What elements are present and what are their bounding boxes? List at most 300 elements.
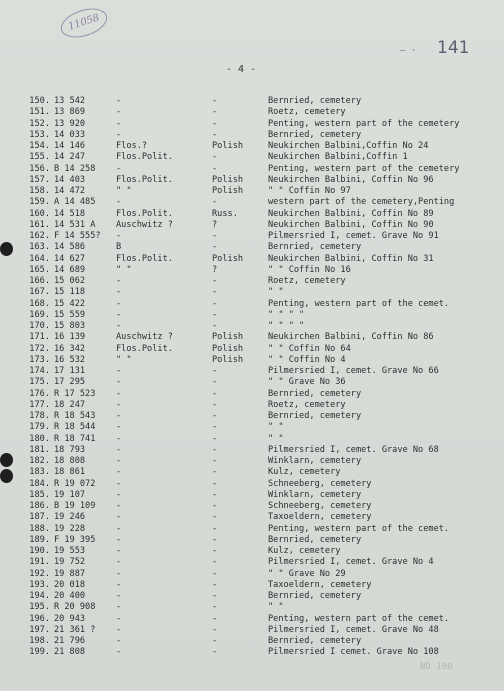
prisoner-number: 14 146 (54, 141, 86, 151)
row-number: 199. (29, 647, 50, 658)
row-number: 160. (29, 208, 50, 219)
origin-note: - (116, 489, 122, 500)
row-number: 154. (29, 141, 50, 151)
nationality: - (212, 647, 218, 658)
nationality: - (212, 377, 218, 388)
origin-note: - (116, 309, 122, 320)
origin-note: Auschwitz ? (116, 332, 173, 343)
burial-location: Pilmersried I, cemet. Grave No 66 (268, 366, 439, 376)
burial-location: " " " " (268, 321, 305, 331)
origin-note: - (116, 613, 122, 624)
burial-location: Bernried, cemetery (268, 388, 362, 399)
prisoner-number: 18 861 (54, 467, 86, 478)
nationality: - (212, 534, 218, 545)
origin-note: - (116, 118, 122, 129)
burial-location: " " " " (268, 309, 305, 320)
nationality: - (212, 478, 218, 489)
origin-note: - (116, 96, 122, 106)
origin-note: - (116, 433, 122, 444)
origin-note: - (116, 478, 122, 489)
nationality: - (212, 287, 218, 298)
list-item (0, 524, 504, 535)
row-number: 161. (29, 219, 50, 230)
origin-note: - (116, 231, 122, 241)
prisoner-number: 16 139 (54, 332, 86, 343)
origin-note: - (116, 276, 122, 286)
list-item (0, 130, 504, 141)
origin-note: - (116, 602, 122, 613)
list-item (0, 152, 504, 163)
prisoner-number: R 18 741 (54, 433, 96, 444)
origin-note: - (116, 456, 122, 466)
origin-note: - (116, 534, 122, 545)
prisoner-number: R 20 908 (54, 602, 96, 613)
row-number: 169. (29, 309, 50, 320)
prisoner-number: 20 018 (54, 579, 86, 590)
burial-location: Bernried, cemetery (268, 534, 362, 545)
row-number: 183. (29, 467, 50, 478)
list-item (0, 602, 504, 613)
row-number: 180. (29, 433, 50, 444)
burial-location: " " Coffin No 97 (268, 186, 351, 196)
burial-location: Taxoeldern, cemetery (268, 512, 372, 523)
row-number: 178. (29, 411, 50, 421)
row-number: 155. (29, 152, 50, 163)
list-item (0, 614, 504, 625)
list-item (0, 490, 504, 501)
origin-note: Flos.Polit. (116, 174, 173, 185)
nationality: - (212, 388, 218, 399)
burial-location: " " Coffin No 4 (268, 354, 346, 365)
row-number: 158. (29, 186, 50, 196)
burial-location: Pilmersried I, cemet. Grave No 68 (268, 444, 439, 455)
nationality: Polish (212, 354, 244, 365)
list-item (0, 366, 504, 377)
origin-note: - (116, 444, 122, 455)
row-number: 151. (29, 107, 50, 118)
list-item (0, 557, 504, 568)
nationality: - (212, 523, 218, 534)
prisoner-number: 14 518 (54, 208, 86, 219)
punch-hole-lower (0, 469, 13, 483)
nationality: Polish (212, 141, 244, 151)
burial-location: Pilmersried I, cemet. Grave No 4 (268, 557, 434, 568)
origin-note: - (116, 163, 122, 174)
prisoner-number: 14 403 (54, 174, 86, 185)
origin-note: Flos.Polit. (116, 208, 173, 219)
list-item (0, 254, 504, 265)
burial-location: Neukirchen Balbini, Coffin No 31 (268, 253, 434, 264)
nationality: - (212, 602, 218, 613)
prisoner-number: 16 532 (54, 354, 86, 365)
archive-stamp: 11058 (57, 3, 111, 43)
list-item (0, 636, 504, 647)
nationality: - (212, 467, 218, 478)
nationality: - (212, 557, 218, 568)
list-item (0, 400, 504, 411)
prisoner-number: 14 689 (54, 264, 86, 275)
prisoner-number: 17 295 (54, 377, 86, 388)
list-item (0, 107, 504, 118)
prisoner-number: 15 062 (54, 276, 86, 286)
burial-location: Neukirchen Balbini,Coffin 1 (268, 152, 408, 163)
nationality: - (212, 298, 218, 309)
origin-note: - (116, 321, 122, 331)
origin-note: - (116, 377, 122, 388)
nationality: - (212, 501, 218, 511)
row-number: 192. (29, 568, 50, 579)
burial-location: " " (268, 287, 284, 298)
list-item (0, 164, 504, 175)
list-item (0, 580, 504, 591)
row-number: 166. (29, 276, 50, 286)
burial-location: Winklarn, cemetery (268, 489, 362, 500)
row-number: 194. (29, 591, 50, 601)
list-item (0, 512, 504, 523)
nationality: - (212, 489, 218, 500)
burial-location: Neukirchen Balbini, Coffin No 89 (268, 208, 434, 219)
list-item (0, 377, 504, 388)
burial-location: Pilmersried I, cemet. Grave No 48 (268, 624, 439, 635)
row-number: 189. (29, 534, 50, 545)
burial-location: Neukirchen Balbini, Coffin No 90 (268, 219, 434, 230)
burial-location: " " (268, 433, 284, 444)
list-item (0, 96, 504, 107)
prisoner-number: 14 033 (54, 129, 86, 140)
row-number: 197. (29, 624, 50, 635)
row-number: 176. (29, 388, 50, 399)
list-item (0, 175, 504, 186)
list-item (0, 569, 504, 580)
page-number: 141 (437, 38, 470, 58)
list-item (0, 332, 504, 343)
row-number: 170. (29, 321, 50, 331)
nationality: - (212, 613, 218, 624)
origin-note: - (116, 523, 122, 534)
row-number: 173. (29, 354, 50, 365)
list-item (0, 445, 504, 456)
burial-list (0, 96, 504, 659)
prisoner-number: 21 808 (54, 647, 86, 658)
nationality: - (212, 579, 218, 590)
row-number: 198. (29, 636, 50, 646)
nationality: - (212, 433, 218, 444)
origin-note: - (116, 579, 122, 590)
prisoner-number: 15 422 (54, 298, 86, 309)
nationality: - (212, 624, 218, 635)
nationality: - (212, 276, 218, 286)
list-item (0, 209, 504, 220)
burial-location: " " Grave No 29 (268, 568, 346, 579)
row-number: 185. (29, 489, 50, 500)
row-number: 153. (29, 129, 50, 140)
burial-location: Winklarn, cemetery (268, 456, 362, 466)
prisoner-number: 13 869 (54, 107, 86, 118)
burial-location: Neukirchen Balbini,Coffin No 24 (268, 141, 429, 151)
prisoner-number: 16 342 (54, 343, 86, 354)
row-number: 179. (29, 422, 50, 433)
list-item (0, 467, 504, 478)
prisoner-number: 14 627 (54, 253, 86, 264)
row-number: 167. (29, 287, 50, 298)
nationality: - (212, 591, 218, 601)
punch-hole-bottom (0, 453, 13, 467)
burial-location: " " (268, 422, 284, 433)
burial-location: Penting, western part of the cemet. (268, 298, 450, 309)
origin-note: Flos.Polit. (116, 343, 173, 354)
list-item (0, 501, 504, 512)
list-item (0, 546, 504, 557)
footer-mark: NO 100 (420, 662, 453, 672)
nationality: - (212, 456, 218, 466)
burial-location: Pilmersried I, cemet. Grave No 91 (268, 231, 439, 241)
row-number: 177. (29, 399, 50, 410)
prisoner-number: B 19 109 (54, 501, 96, 511)
row-number: 168. (29, 298, 50, 309)
row-number: 171. (29, 332, 50, 343)
origin-note: Flos.Polit. (116, 253, 173, 264)
burial-location: Bernried, cemetery (268, 591, 362, 601)
origin-note: - (116, 287, 122, 298)
row-number: 163. (29, 242, 50, 253)
prisoner-number: 14 531 A (54, 219, 96, 230)
row-number: 164. (29, 253, 50, 264)
burial-location: Penting, western part of the cemetery (268, 118, 460, 129)
prisoner-number: F 14 555? (54, 231, 101, 241)
list-item (0, 242, 504, 253)
origin-note: - (116, 129, 122, 140)
row-number: 184. (29, 478, 50, 489)
list-item (0, 355, 504, 366)
nationality: ? (212, 264, 218, 275)
nationality: - (212, 321, 218, 331)
row-number: 162. (29, 231, 50, 241)
burial-location: Roetz, cemetery (268, 107, 346, 118)
burial-location: Bernried, cemetery (268, 96, 362, 106)
origin-note: " " (116, 264, 132, 275)
row-number: 190. (29, 546, 50, 556)
burial-location: Roetz, cemetery (268, 399, 346, 410)
burial-location: Penting, western part of the cemet. (268, 613, 450, 624)
prisoner-number: 18 247 (54, 399, 86, 410)
row-number: 191. (29, 557, 50, 568)
list-item (0, 647, 504, 658)
prisoner-number: R 18 544 (54, 422, 96, 433)
origin-note: - (116, 366, 122, 376)
row-number: 175. (29, 377, 50, 388)
origin-note: - (116, 399, 122, 410)
list-item (0, 625, 504, 636)
prisoner-number: A 14 485 (54, 197, 96, 208)
nationality: - (212, 444, 218, 455)
prisoner-number: F 19 395 (54, 534, 96, 545)
burial-location: " " Coffin No 64 (268, 343, 351, 354)
nationality: ? (212, 219, 218, 230)
origin-note: - (116, 636, 122, 646)
list-item (0, 276, 504, 287)
row-number: 156. (29, 163, 50, 174)
nationality: Russ. (212, 208, 238, 219)
list-item (0, 344, 504, 355)
prisoner-number: 19 887 (54, 568, 86, 579)
origin-note: - (116, 197, 122, 208)
nationality: - (212, 96, 218, 106)
origin-note: B (116, 242, 122, 253)
nationality: - (212, 512, 218, 523)
burial-location: " " (268, 602, 284, 613)
burial-location: Schneeberg, cemetery (268, 478, 372, 489)
row-number: 159. (29, 197, 50, 208)
nationality: - (212, 118, 218, 129)
nationality: - (212, 411, 218, 421)
prisoner-number: 21 361 ? (54, 624, 96, 635)
nationality: - (212, 129, 218, 140)
list-item (0, 299, 504, 310)
prisoner-number: 15 559 (54, 309, 86, 320)
origin-note: - (116, 422, 122, 433)
nationality: - (212, 636, 218, 646)
burial-location: Bernried, cemetery (268, 636, 362, 646)
origin-note: Flos.Polit. (116, 152, 173, 163)
origin-note: - (116, 107, 122, 118)
nationality: Polish (212, 186, 244, 196)
prisoner-number: 13 920 (54, 118, 86, 129)
burial-location: western part of the cemetery,Penting (268, 197, 455, 208)
row-number: 187. (29, 512, 50, 523)
list-item (0, 456, 504, 467)
prisoner-number: 20 943 (54, 613, 86, 624)
burial-location: Bernried, cemetery (268, 129, 362, 140)
nationality: Polish (212, 343, 244, 354)
nationality: - (212, 422, 218, 433)
prisoner-number: B 14 258 (54, 163, 96, 174)
burial-location: Taxoeldern, cemetery (268, 579, 372, 590)
prisoner-number: 21 796 (54, 636, 86, 646)
origin-note: - (116, 591, 122, 601)
prisoner-number: R 19 072 (54, 478, 96, 489)
prisoner-number: R 17 523 (54, 388, 96, 399)
origin-note: - (116, 512, 122, 523)
nationality: - (212, 231, 218, 241)
nationality: - (212, 107, 218, 118)
origin-note: - (116, 501, 122, 511)
prisoner-number: 20 400 (54, 591, 86, 601)
list-item (0, 265, 504, 276)
prisoner-number: 14 247 (54, 152, 86, 163)
prisoner-number: 18 793 (54, 444, 86, 455)
list-item (0, 591, 504, 602)
burial-location: Schneeberg, cemetery (268, 501, 372, 511)
origin-note: " " (116, 354, 132, 365)
row-number: 152. (29, 118, 50, 129)
prisoner-number: 13 542 (54, 96, 86, 106)
nationality: - (212, 309, 218, 320)
page-title: - 4 - (226, 64, 257, 75)
nationality: Polish (212, 332, 244, 343)
nationality: - (212, 197, 218, 208)
nationality: - (212, 152, 218, 163)
list-item (0, 186, 504, 197)
burial-location: Kulz, cemetery (268, 546, 341, 556)
prisoner-number: 19 752 (54, 557, 86, 568)
row-number: 186. (29, 501, 50, 511)
origin-note: Flos.? (116, 141, 148, 151)
origin-note: - (116, 411, 122, 421)
burial-location: Neukirchen Balbini, Coffin No 96 (268, 174, 434, 185)
nationality: - (212, 163, 218, 174)
prisoner-number: 15 803 (54, 321, 86, 331)
row-number: 174. (29, 366, 50, 376)
list-item (0, 411, 504, 422)
list-item (0, 141, 504, 152)
burial-location: " " Coffin No 16 (268, 264, 351, 275)
origin-note: - (116, 546, 122, 556)
row-number: 195. (29, 602, 50, 613)
prisoner-number: 15 118 (54, 287, 86, 298)
nationality: - (212, 242, 218, 253)
burial-location: Pilmersried I cemet. Grave No 108 (268, 647, 439, 658)
list-item (0, 434, 504, 445)
row-number: 165. (29, 264, 50, 275)
list-item (0, 287, 504, 298)
nationality: - (212, 546, 218, 556)
prisoner-number: 19 246 (54, 512, 86, 523)
list-item (0, 321, 504, 332)
row-number: 157. (29, 174, 50, 185)
prisoner-number: 14 472 (54, 186, 86, 196)
nationality: Polish (212, 253, 244, 264)
nationality: - (212, 568, 218, 579)
origin-note: - (116, 388, 122, 399)
nationality: - (212, 399, 218, 410)
prisoner-number: 17 131 (54, 366, 86, 376)
origin-note: - (116, 298, 122, 309)
list-item (0, 389, 504, 400)
prisoner-number: 14 586 (54, 242, 86, 253)
row-number: 193. (29, 579, 50, 590)
list-item (0, 119, 504, 130)
punch-hole-top (0, 242, 13, 256)
list-item (0, 220, 504, 231)
row-number: 172. (29, 343, 50, 354)
nationality: Polish (212, 174, 244, 185)
prisoner-number: 19 553 (54, 546, 86, 556)
nationality: - (212, 366, 218, 376)
row-number: 188. (29, 523, 50, 534)
burial-location: Penting, western part of the cemetery (268, 163, 460, 174)
list-item (0, 231, 504, 242)
origin-note: - (116, 647, 122, 658)
row-number: 196. (29, 613, 50, 624)
list-item (0, 197, 504, 208)
burial-location: " " Grave No 36 (268, 377, 346, 388)
list-item (0, 479, 504, 490)
prisoner-number: 19 107 (54, 489, 86, 500)
row-number: 150. (29, 96, 50, 106)
list-item (0, 535, 504, 546)
prisoner-number: 19 228 (54, 523, 86, 534)
origin-note: - (116, 568, 122, 579)
page-mark: — · (400, 46, 417, 56)
burial-location: Neukirchen Balbini, Coffin No 86 (268, 332, 434, 343)
row-number: 181. (29, 444, 50, 455)
prisoner-number: R 18 543 (54, 411, 96, 421)
origin-note: - (116, 557, 122, 568)
origin-note: - (116, 467, 122, 478)
burial-location: Roetz, cemetery (268, 276, 346, 286)
burial-location: Penting, western part of the cemet. (268, 523, 450, 534)
list-item (0, 422, 504, 433)
